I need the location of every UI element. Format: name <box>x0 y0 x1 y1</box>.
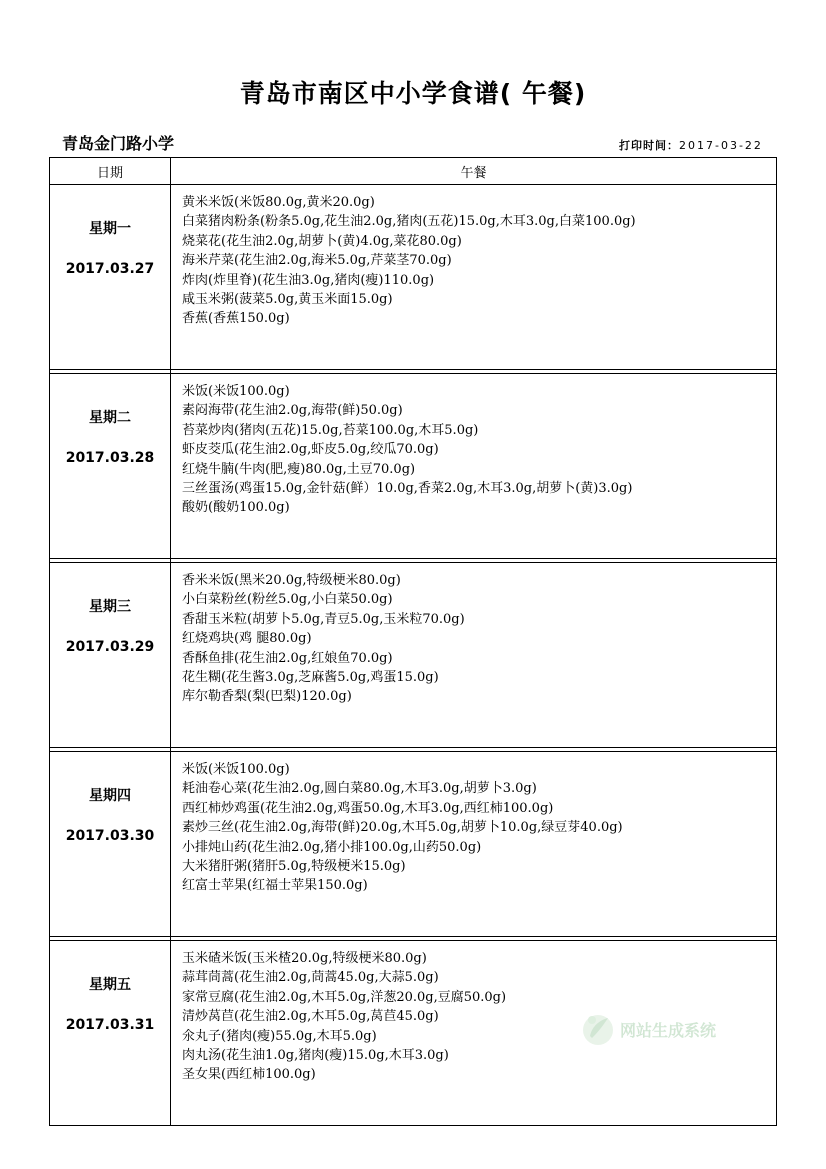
day-row <box>50 185 777 370</box>
date-column-header: 日期 <box>50 158 171 185</box>
lunch-items-cell <box>171 374 777 559</box>
weekday-label: 星期一 <box>89 221 131 237</box>
menu-item: 米饭(米饭100.0g) <box>182 762 290 777</box>
day-row <box>50 563 777 748</box>
menu-item: 蒜茸茼蒿(花生油2.0g,茼蒿45.0g,大蒜5.0g) <box>182 970 439 986</box>
date-cell <box>50 185 171 370</box>
watermark-text: 网站生成系统 <box>620 1021 717 1040</box>
menu-item: 大米猪肝粥(猪肝5.0g,特级梗米15.0g) <box>182 859 406 875</box>
menu-item: 黄米米饭(米饭80.0g,黄米20.0g) <box>182 195 375 210</box>
menu-item: 烧菜花(花生油2.0g,胡萝卜(黄)4.0g,菜花80.0g) <box>182 233 462 249</box>
menu-item: 清炒莴苣(花生油2.0g,木耳5.0g,莴苣45.0g) <box>182 1009 439 1025</box>
menu-item: 耗油卷心菜(花生油2.0g,圆白菜80.0g,木耳3.0g,胡萝卜3.0g) <box>182 781 537 797</box>
menu-item: 玉米碴米饭(玉米楂20.0g,特级梗米80.0g) <box>182 951 427 966</box>
weekday-label: 星期三 <box>89 599 131 615</box>
menu-item: 肉丸汤(花生油1.0g,猪肉(瘦)15.0g,木耳3.0g) <box>182 1048 449 1064</box>
menu-item: 红烧鸡块(鸡 腿80.0g) <box>182 631 312 647</box>
menu-item: 苔菜炒肉(猪肉(五花)15.0g,苔菜100.0g,木耳5.0g) <box>182 422 479 438</box>
weekday-label: 星期五 <box>89 977 131 993</box>
menu-item: 海米芹菜(花生油2.0g,海米5.0g,芹菜茎70.0g) <box>182 253 452 269</box>
date-label: 2017.03.29 <box>65 639 155 655</box>
menu-item: 库尔勒香梨(梨(巴梨)120.0g) <box>182 689 352 705</box>
date-label: 2017.03.27 <box>65 261 155 277</box>
menu-item: 素炒三丝(花生油2.0g,海带(鲜)20.0g,木耳5.0g,胡萝卜10.0g,绿豆芽40.0g) <box>182 820 623 836</box>
menu-item: 香酥鱼排(花生油2.0g,红娘鱼70.0g) <box>182 650 393 666</box>
menu-item: 炸肉(炸里脊)(花生油3.0g,猪肉(瘦)110.0g) <box>182 272 435 288</box>
print-time-label: 打印时间： <box>619 139 679 152</box>
menu-item: 家常豆腐(花生油2.0g,木耳5.0g,洋葱20.0g,豆腐50.0g) <box>182 989 507 1005</box>
table-header-row <box>50 158 777 185</box>
menu-item: 氽丸子(猪肉(瘦)55.0g,木耳5.0g) <box>182 1028 377 1044</box>
weekday-label: 星期四 <box>89 788 131 804</box>
menu-item: 咸玉米粥(菠菜5.0g,黄玉米面15.0g) <box>182 292 393 308</box>
date-cell <box>50 752 171 937</box>
print-time-value: 2017-03-22 <box>679 139 763 152</box>
date-cell <box>50 374 171 559</box>
menu-item: 米饭(米饭100.0g) <box>182 384 290 399</box>
day-row <box>50 752 777 937</box>
date-label: 2017.03.31 <box>65 1017 155 1033</box>
lunch-items-cell <box>171 563 777 748</box>
date-label: 2017.03.30 <box>65 828 155 844</box>
menu-item: 酸奶(酸奶100.0g) <box>182 500 290 516</box>
school-name: 青岛金门路小学 <box>62 134 175 153</box>
menu-item: 香甜玉米粒(胡萝卜5.0g,青豆5.0g,玉米粒70.0g) <box>182 611 465 627</box>
print-time <box>619 137 763 153</box>
menu-item: 花生糊(花生酱3.0g,芝麻酱5.0g,鸡蛋15.0g) <box>182 670 439 686</box>
weekday-label: 星期二 <box>89 410 131 426</box>
watermark <box>578 1008 743 1052</box>
menu-item: 红富士苹果(红福士苹果150.0g) <box>182 878 368 894</box>
lunch-column-header: 午餐 <box>171 158 777 185</box>
day-row <box>50 374 777 559</box>
page-title: 青岛市南区中小学食谱( 午餐) <box>239 79 587 108</box>
menu-item: 虾皮茭瓜(花生油2.0g,虾皮5.0g,绞瓜70.0g) <box>182 442 439 458</box>
menu-item: 小排炖山药(花生油2.0g,猪小排100.0g,山药50.0g) <box>182 839 482 855</box>
menu-item: 小白菜粉丝(粉丝5.0g,小白菜50.0g) <box>182 592 393 608</box>
menu-item: 白菜猪肉粉条(粉条5.0g,花生油2.0g,猪肉(五花)15.0g,木耳3.0g,白菜100.0g) <box>182 214 636 230</box>
table-body <box>50 185 777 1126</box>
lunch-menu-table <box>49 157 777 1126</box>
lunch-items-cell <box>171 185 777 370</box>
menu-item: 红烧牛腩(牛肉(肥,瘦)80.0g,土豆70.0g) <box>182 461 416 477</box>
date-cell <box>50 941 171 1126</box>
menu-item: 西红柿炒鸡蛋(花生油2.0g,鸡蛋50.0g,木耳3.0g,西红柿100.0g) <box>182 800 554 816</box>
menu-item: 圣女果(西红柿100.0g) <box>182 1067 316 1083</box>
menu-item: 香蕉(香蕉150.0g) <box>182 311 290 327</box>
date-cell <box>50 563 171 748</box>
menu-item: 香米米饭(黑米20.0g,特级梗米80.0g) <box>182 573 401 588</box>
date-label: 2017.03.28 <box>65 450 155 466</box>
watermark-logo-icon <box>578 1008 618 1048</box>
lunch-items-cell <box>171 752 777 937</box>
menu-item: 三丝蛋汤(鸡蛋15.0g,金针菇(鲜）10.0g,香菜2.0g,木耳3.0g,胡萝卜(黄)3.0g) <box>182 481 633 497</box>
menu-item: 素闷海带(花生油2.0g,海带(鲜)50.0g) <box>182 403 403 419</box>
